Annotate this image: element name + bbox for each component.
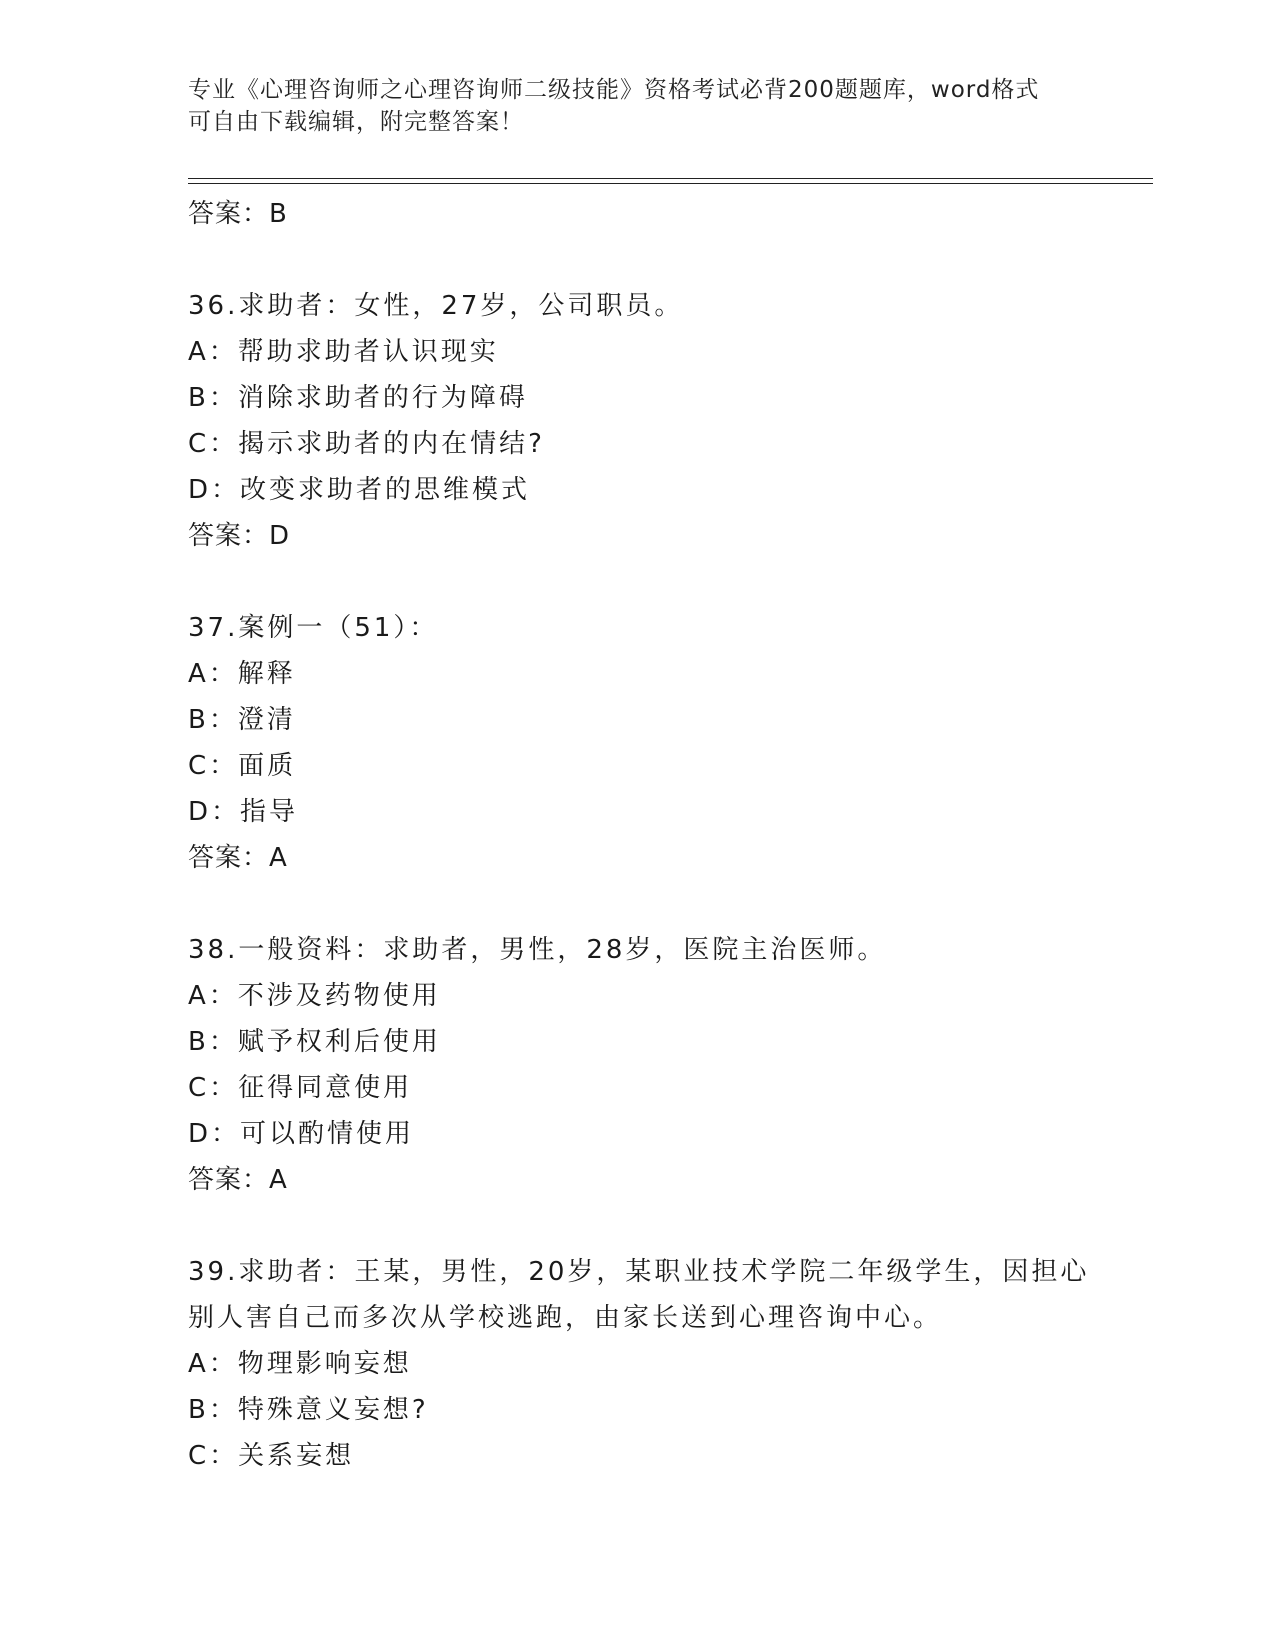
answer-line: 答案：A [188, 1165, 288, 1195]
answer-line: 答案：D [188, 521, 291, 551]
option-d: D：可以酌情使用 [188, 1119, 415, 1149]
option-d: D：指导 [188, 797, 299, 827]
option-c: C：面质 [188, 751, 297, 781]
header-divider-bottom [188, 183, 1153, 184]
option-a: A：解释 [188, 659, 296, 689]
option-a: A：帮助求助者认识现实 [188, 337, 499, 367]
answer-line: 答案：A [188, 843, 288, 873]
question-stem: 39.求助者：王某，男性，20岁，某职业技术学院二年级学生，因担心 [188, 1257, 1090, 1287]
document-header [188, 74, 1088, 138]
question-item [188, 1249, 1188, 1479]
header-divider-top [188, 178, 1153, 179]
option-c: C：关系妄想 [188, 1441, 355, 1471]
question-item [188, 283, 1188, 559]
question-stem: 37.案例一（51）： [188, 613, 439, 643]
header-line-1: 专业《心理咨询师之心理咨询师二级技能》资格考试必背200题题库，word格式 [188, 77, 1040, 103]
option-d: D：改变求助者的思维模式 [188, 475, 531, 505]
option-b: B：特殊意义妄想? [188, 1395, 429, 1425]
question-stem: 36.求助者：女性，27岁，公司职员。 [188, 291, 684, 321]
option-a: A：物理影响妄想 [188, 1349, 412, 1379]
answer-line: 答案：B [188, 199, 288, 229]
question-list [188, 191, 1188, 1479]
option-b: B：赋予权利后使用 [188, 1027, 441, 1057]
option-b: B：澄清 [188, 705, 296, 735]
option-a: A：不涉及药物使用 [188, 981, 441, 1011]
question-item [188, 927, 1188, 1203]
question-item [188, 605, 1188, 881]
question-stem: 38.一般资料：求助者，男性，28岁，医院主治医师。 [188, 935, 887, 965]
header-line-2: 可自由下载编辑，附完整答案！ [188, 109, 524, 135]
question-stem-continued: 别人害自己而多次从学校逃跑，由家长送到心理咨询中心。 [188, 1303, 943, 1333]
option-c: C：征得同意使用 [188, 1073, 413, 1103]
option-b: B：消除求助者的行为障碍 [188, 383, 528, 413]
option-c: C：揭示求助者的内在情结? [188, 429, 545, 459]
